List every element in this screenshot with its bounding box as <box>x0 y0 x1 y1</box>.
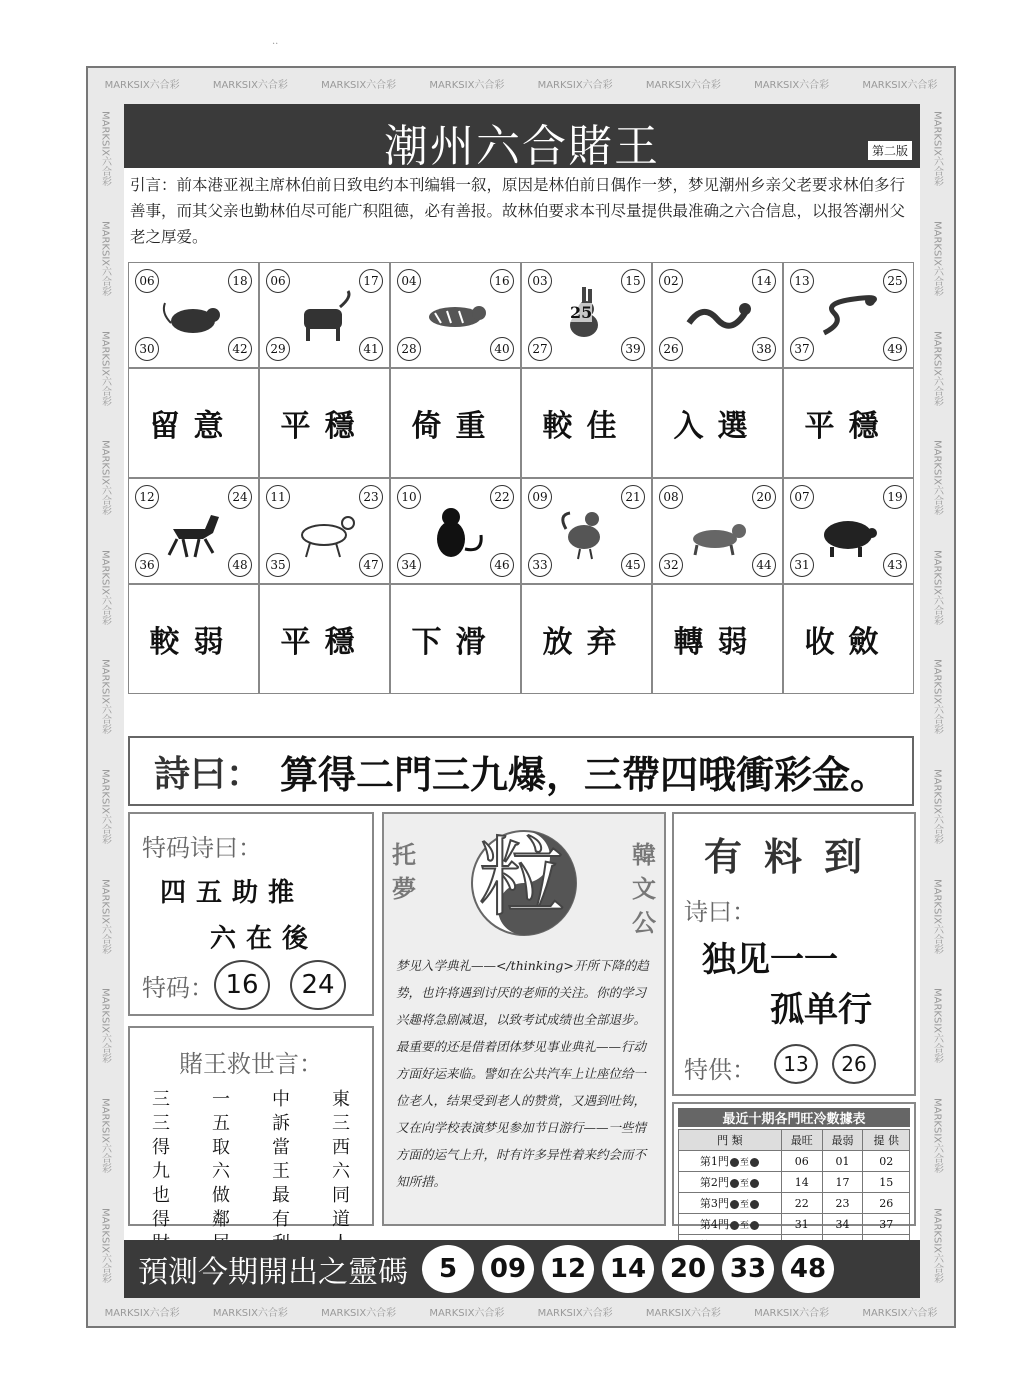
zodiac-grid <box>128 262 914 694</box>
horse-icon <box>159 499 227 565</box>
zodiac-number: 08 <box>659 485 683 509</box>
stats-cell: 17 <box>822 1172 863 1193</box>
zodiac-verdict: 留意 <box>128 368 259 478</box>
prediction-ball: 48 <box>782 1245 834 1293</box>
zodiac-number: 04 <box>397 269 421 293</box>
zodiac-cell <box>652 262 783 368</box>
zodiac-verdict: 倚重 <box>390 368 521 478</box>
zodiac-overlay-number: 25 <box>570 303 593 322</box>
stats-box <box>672 1102 916 1231</box>
special-poem-line1: 四五助推 <box>160 878 305 908</box>
zodiac-number: 48 <box>228 553 252 577</box>
table-row <box>679 1193 910 1214</box>
zodiac-number: 25 <box>883 269 907 293</box>
prediction-bar <box>124 1240 920 1298</box>
zodiac-row <box>128 262 914 368</box>
stats-cell: 14 <box>781 1172 822 1193</box>
table-row <box>679 1214 910 1235</box>
zodiac-cell <box>259 262 390 368</box>
zodiac-verdict: 平穩 <box>259 368 390 478</box>
zodiac-number: 33 <box>528 553 552 577</box>
prediction-ball: 5 <box>422 1245 474 1293</box>
page-title: 潮州六合賭王 <box>384 121 660 172</box>
stats-header: 門 類 <box>679 1130 782 1151</box>
zodiac-verdict: 入選 <box>652 368 783 478</box>
zodiac-cell <box>128 262 259 368</box>
zodiac-number: 07 <box>790 485 814 509</box>
material-code-ball: 26 <box>832 1044 876 1084</box>
goat-icon <box>290 499 358 565</box>
zodiac-verdict: 較佳 <box>521 368 652 478</box>
zodiac-verdict: 轉弱 <box>652 584 783 694</box>
zodiac-number: 14 <box>752 269 776 293</box>
stats-gate: 第4門 至 <box>679 1214 782 1235</box>
dream-right-title: 韓 文 公 <box>632 840 656 937</box>
title-bar <box>124 104 920 172</box>
zodiac-number: 12 <box>135 485 159 509</box>
stats-header: 最旺 <box>781 1130 822 1151</box>
material-special-label: 特供： <box>684 1056 756 1084</box>
zodiac-number: 03 <box>528 269 552 293</box>
poem-text: 算得二門三九爆，三帶四哦衝彩金。 <box>280 752 889 797</box>
zodiac-number: 24 <box>228 485 252 509</box>
poem-bar <box>128 736 914 806</box>
prediction-ball: 14 <box>602 1245 654 1293</box>
stats-cell: 06 <box>781 1151 822 1172</box>
stats-cell: 15 <box>863 1172 910 1193</box>
zodiac-number: 44 <box>752 553 776 577</box>
stats-gate: 第3門 至 <box>679 1193 782 1214</box>
table-row <box>679 1151 910 1172</box>
zodiac-number: 17 <box>359 269 383 293</box>
edition-label: 第二版 <box>868 141 912 160</box>
page-frame <box>86 66 956 1328</box>
rat-icon <box>159 283 227 349</box>
gambler-saying-columns <box>152 1088 350 1256</box>
stats-gate: 第1門 至 <box>679 1151 782 1172</box>
zodiac-number: 22 <box>490 485 514 509</box>
zodiac-number: 20 <box>752 485 776 509</box>
zodiac-number: 39 <box>621 337 645 361</box>
zodiac-number: 29 <box>266 337 290 361</box>
tiger-icon <box>421 283 489 349</box>
special-poem-line2: 六在後 <box>210 924 319 954</box>
stats-cell: 01 <box>822 1151 863 1172</box>
zodiac-number: 02 <box>659 269 683 293</box>
watermark-left: MARKSIX六合彩 MARKSIX六合彩 MARKSIX六合彩 MARKSIX六合彩 MARKSIX六合彩 MARKSIX六合彩 MARKSIX六合彩 MARKSIX六合彩 MARKSIX六合彩 MARKSIX六合彩 MARKSIX六合彩 <box>99 111 111 1283</box>
material-code-ball: 13 <box>774 1044 818 1084</box>
zodiac-number: 42 <box>228 337 252 361</box>
watermark-top: MARKSIX六合彩 MARKSIX六合彩 MARKSIX六合彩 MARKSIX六合彩 MARKSIX六合彩 MARKSIX六合彩 MARKSIX六合彩 MARKSIX六合彩 <box>104 79 938 91</box>
prediction-ball: 09 <box>482 1245 534 1293</box>
material-line1: 独见一一 <box>702 940 838 980</box>
table-row <box>679 1172 910 1193</box>
zodiac-number: 46 <box>490 553 514 577</box>
prediction-ball: 12 <box>542 1245 594 1293</box>
zodiac-cell <box>390 262 521 368</box>
material-title: 有料到 <box>703 835 884 879</box>
ball-icon <box>750 1221 759 1230</box>
ball-icon <box>730 1158 739 1167</box>
zodiac-number: 06 <box>135 269 159 293</box>
special-code-label: 特码： <box>142 974 214 1002</box>
zodiac-verdict: 收斂 <box>783 584 914 694</box>
zodiac-cell <box>521 262 652 368</box>
content-area <box>124 104 920 1294</box>
zodiac-number: 16 <box>490 269 514 293</box>
rooster-icon <box>552 499 620 565</box>
monkey-icon <box>421 499 489 565</box>
gambler-saying-column: 東 三 西 六 同 道 <box>332 1089 350 1230</box>
zodiac-number: 37 <box>790 337 814 361</box>
zodiac-cell <box>390 478 521 584</box>
pig-icon <box>814 499 882 565</box>
zodiac-number: 34 <box>397 553 421 577</box>
gambler-saying-column: 中 訴 當 王 最 有 <box>272 1089 290 1230</box>
zodiac-cell <box>652 478 783 584</box>
zodiac-number: 38 <box>752 337 776 361</box>
material-box <box>672 812 916 1096</box>
zodiac-cell <box>259 478 390 584</box>
poem-label: 詩曰： <box>154 753 263 795</box>
zodiac-number: 11 <box>266 485 290 509</box>
zodiac-number: 32 <box>659 553 683 577</box>
ball-icon <box>730 1221 739 1230</box>
special-poem-title: 特码诗曰： <box>142 834 262 862</box>
zodiac-number: 40 <box>490 337 514 361</box>
zodiac-verdict: 下滑 <box>390 584 521 694</box>
material-line2: 孤单行 <box>770 990 872 1030</box>
dream-box <box>382 812 666 1226</box>
stats-cell: 26 <box>863 1193 910 1214</box>
zodiac-cell <box>783 478 914 584</box>
zodiac-number: 45 <box>621 553 645 577</box>
zodiac-number: 09 <box>528 485 552 509</box>
dog-icon <box>683 499 751 565</box>
zodiac-number: 36 <box>135 553 159 577</box>
zodiac-number: 26 <box>659 337 683 361</box>
dream-text: 梦见入学典礼——</thinking>开所下降的趋势，也许将遇到讨厌的老师的关注。你的学习兴趣将急剧减退，以致考试成绩也全部退步。最重要的还是借着团体梦见事业典礼——行动方面好运来临。譬如在公共汽车上让座位给一位老人，结果受到老人的赞赏，又遇到吐钩，又在向学校表演梦见参加节日游行——一些情方面的运气上升，时有许多异性着来约会而不知所措。 <box>396 958 649 1189</box>
zodiac-number: 31 <box>790 553 814 577</box>
zodiac-cell <box>521 478 652 584</box>
prediction-ball: 33 <box>722 1245 774 1293</box>
verdict-row <box>128 584 914 694</box>
verdict-row <box>128 368 914 478</box>
prediction-balls <box>422 1245 842 1293</box>
ball-icon <box>730 1200 739 1209</box>
zodiac-number: 13 <box>790 269 814 293</box>
zodiac-number: 15 <box>621 269 645 293</box>
zodiac-verdict: 平穩 <box>259 584 390 694</box>
stats-cell: 02 <box>863 1151 910 1172</box>
zodiac-number: 35 <box>266 553 290 577</box>
stats-cell: 31 <box>781 1214 822 1235</box>
ball-icon <box>750 1179 759 1188</box>
dream-big-char: 粒 <box>479 828 565 928</box>
zodiac-number: 47 <box>359 553 383 577</box>
stats-gate: 第2門 至 <box>679 1172 782 1193</box>
ox-icon <box>290 283 358 349</box>
stats-cell: 37 <box>863 1214 910 1235</box>
zodiac-number: 06 <box>266 269 290 293</box>
gambler-saying-title: 賭王救世言： <box>179 1050 323 1078</box>
zodiac-number: 18 <box>228 269 252 293</box>
zodiac-number: 43 <box>883 553 907 577</box>
zodiac-number: 41 <box>359 337 383 361</box>
special-code-ball: 24 <box>290 960 346 1010</box>
ball-icon <box>730 1179 739 1188</box>
watermark-bottom: MARKSIX六合彩 MARKSIX六合彩 MARKSIX六合彩 MARKSIX六合彩 MARKSIX六合彩 MARKSIX六合彩 MARKSIX六合彩 MARKSIX六合彩 <box>104 1307 938 1319</box>
dragon-icon <box>683 283 751 349</box>
watermark-right: MARKSIX六合彩 MARKSIX六合彩 MARKSIX六合彩 MARKSIX六合彩 MARKSIX六合彩 MARKSIX六合彩 MARKSIX六合彩 MARKSIX六合彩 MARKSIX六合彩 MARKSIX六合彩 MARKSIX六合彩 <box>931 111 943 1283</box>
dream-left-title: 托 夢 <box>392 840 416 903</box>
ball-icon <box>750 1158 759 1167</box>
zodiac-cell <box>128 478 259 584</box>
zodiac-number: 23 <box>359 485 383 509</box>
stats-cell: 22 <box>781 1193 822 1214</box>
ball-icon <box>750 1200 759 1209</box>
zodiac-verdict: 平穩 <box>783 368 914 478</box>
zodiac-cell <box>783 262 914 368</box>
gambler-saying-column: 一 五 取 六 做 鄰 <box>212 1089 230 1230</box>
zodiac-row <box>128 478 914 584</box>
material-poem-label: 诗曰： <box>684 898 756 926</box>
special-code-ball: 16 <box>214 960 270 1010</box>
stats-table <box>678 1129 910 1256</box>
zodiac-verdict: 放弃 <box>521 584 652 694</box>
zodiac-number: 49 <box>883 337 907 361</box>
stats-header: 最弱 <box>822 1130 863 1151</box>
stats-cell: 23 <box>822 1193 863 1214</box>
special-poem-box <box>128 812 374 1016</box>
zodiac-number: 19 <box>883 485 907 509</box>
zodiac-verdict: 較弱 <box>128 584 259 694</box>
prediction-ball: 20 <box>662 1245 714 1293</box>
zodiac-number: 27 <box>528 337 552 361</box>
gambler-saying-column: 三 三 得 九 也 得 <box>152 1089 170 1230</box>
zodiac-number: 10 <box>397 485 421 509</box>
top-mark: .. <box>272 36 279 47</box>
gambler-saying-box <box>128 1026 374 1230</box>
stats-title: 最近十期各門旺冷數據表 <box>678 1108 910 1127</box>
stats-header: 提 供 <box>863 1130 910 1151</box>
intro-text: 引言：前本港亚视主席林伯前日致电约本刊编辑一叙，原因是林伯前日偶作一梦，梦见潮州乡亲父老要求林伯多行善事，而其父亲也勤林伯尽可能广积阻德，必有善报。故林伯要求本刊尽量提供最准确之六合信息，以报答潮州父老之厚爱。 <box>130 176 906 246</box>
prediction-label: 預測今期開出之靈碼 <box>138 1255 408 1290</box>
zodiac-number: 28 <box>397 337 421 361</box>
stats-cell: 34 <box>822 1214 863 1235</box>
snake-icon <box>814 283 882 349</box>
zodiac-number: 21 <box>621 485 645 509</box>
zodiac-number: 30 <box>135 337 159 361</box>
